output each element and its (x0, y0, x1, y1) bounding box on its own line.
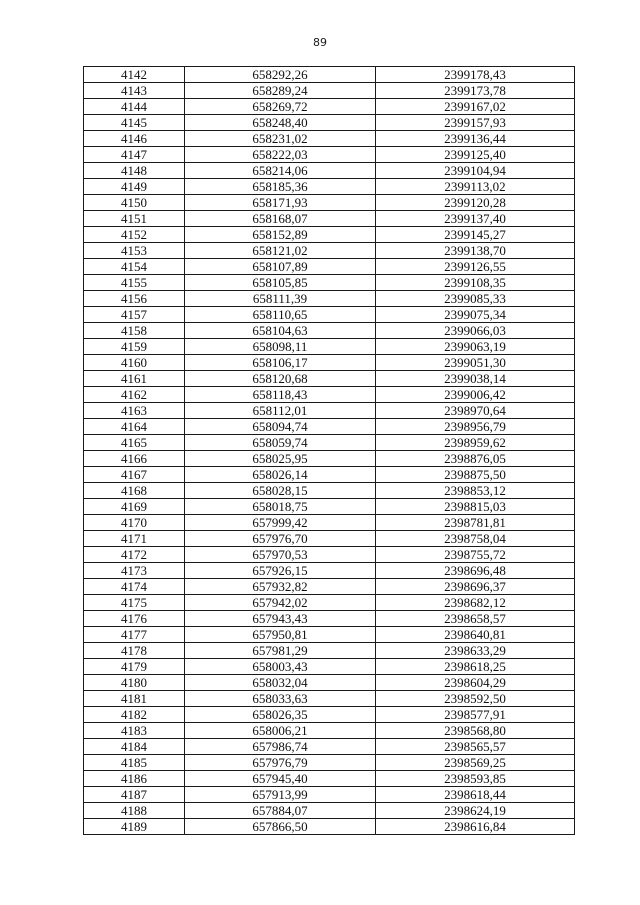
x-coordinate-cell: 657913,99 (185, 787, 376, 803)
table-row (84, 563, 575, 579)
x-coordinate-cell: 658248,40 (185, 115, 376, 131)
point-number-cell: 4173 (84, 563, 185, 579)
table-row (84, 387, 575, 403)
point-number-cell: 4160 (84, 355, 185, 371)
y-coordinate-cell: 2398624,19 (376, 803, 575, 819)
coordinates-table (83, 66, 575, 835)
x-coordinate-cell: 658003,43 (185, 659, 376, 675)
table-row (84, 643, 575, 659)
y-coordinate-cell: 2398853,12 (376, 483, 575, 499)
y-coordinate-cell: 2399167,02 (376, 99, 575, 115)
y-coordinate-cell: 2399137,40 (376, 211, 575, 227)
x-coordinate-cell: 658171,93 (185, 195, 376, 211)
y-coordinate-cell: 2398565,57 (376, 739, 575, 755)
table-row (84, 195, 575, 211)
x-coordinate-cell: 658222,03 (185, 147, 376, 163)
table-row (84, 691, 575, 707)
table-row (84, 707, 575, 723)
point-number-cell: 4187 (84, 787, 185, 803)
point-number-cell: 4174 (84, 579, 185, 595)
table-row (84, 99, 575, 115)
x-coordinate-cell: 658112,01 (185, 403, 376, 419)
table-row (84, 627, 575, 643)
y-coordinate-cell: 2398568,80 (376, 723, 575, 739)
x-coordinate-cell: 658289,24 (185, 83, 376, 99)
table-row (84, 451, 575, 467)
x-coordinate-cell: 658059,74 (185, 435, 376, 451)
table-row (84, 819, 575, 835)
table-row (84, 611, 575, 627)
y-coordinate-cell: 2398696,48 (376, 563, 575, 579)
point-number-cell: 4181 (84, 691, 185, 707)
table-row (84, 243, 575, 259)
table-row (84, 435, 575, 451)
point-number-cell: 4167 (84, 467, 185, 483)
table-row (84, 675, 575, 691)
table-row (84, 515, 575, 531)
table-row (84, 755, 575, 771)
point-number-cell: 4152 (84, 227, 185, 243)
table-row (84, 371, 575, 387)
table-row (84, 659, 575, 675)
point-number-cell: 4171 (84, 531, 185, 547)
y-coordinate-cell: 2399051,30 (376, 355, 575, 371)
y-coordinate-cell: 2399120,28 (376, 195, 575, 211)
y-coordinate-cell: 2399075,34 (376, 307, 575, 323)
point-number-cell: 4188 (84, 803, 185, 819)
y-coordinate-cell: 2399125,40 (376, 147, 575, 163)
table-row (84, 483, 575, 499)
y-coordinate-cell: 2398577,91 (376, 707, 575, 723)
point-number-cell: 4186 (84, 771, 185, 787)
point-number-cell: 4165 (84, 435, 185, 451)
point-number-cell: 4146 (84, 131, 185, 147)
y-coordinate-cell: 2398604,29 (376, 675, 575, 691)
y-coordinate-cell: 2398633,29 (376, 643, 575, 659)
y-coordinate-cell: 2399138,70 (376, 243, 575, 259)
table-row (84, 131, 575, 147)
y-coordinate-cell: 2398876,05 (376, 451, 575, 467)
table-row (84, 579, 575, 595)
table-row (84, 163, 575, 179)
point-number-cell: 4161 (84, 371, 185, 387)
table-row (84, 67, 575, 83)
x-coordinate-cell: 658026,35 (185, 707, 376, 723)
x-coordinate-cell: 658033,63 (185, 691, 376, 707)
point-number-cell: 4179 (84, 659, 185, 675)
table-row (84, 467, 575, 483)
x-coordinate-cell: 658269,72 (185, 99, 376, 115)
x-coordinate-cell: 657942,02 (185, 595, 376, 611)
table-row (84, 531, 575, 547)
x-coordinate-cell: 658121,02 (185, 243, 376, 259)
table-row (84, 803, 575, 819)
x-coordinate-cell: 657981,29 (185, 643, 376, 659)
x-coordinate-cell: 658032,04 (185, 675, 376, 691)
y-coordinate-cell: 2399173,78 (376, 83, 575, 99)
y-coordinate-cell: 2398758,04 (376, 531, 575, 547)
y-coordinate-cell: 2399085,33 (376, 291, 575, 307)
x-coordinate-cell: 657866,50 (185, 819, 376, 835)
x-coordinate-cell: 658231,02 (185, 131, 376, 147)
x-coordinate-cell: 657976,70 (185, 531, 376, 547)
point-number-cell: 4144 (84, 99, 185, 115)
point-number-cell: 4142 (84, 67, 185, 83)
x-coordinate-cell: 657932,82 (185, 579, 376, 595)
x-coordinate-cell: 658028,15 (185, 483, 376, 499)
point-number-cell: 4189 (84, 819, 185, 835)
x-coordinate-cell: 658292,26 (185, 67, 376, 83)
point-number-cell: 4168 (84, 483, 185, 499)
table-row (84, 291, 575, 307)
y-coordinate-cell: 2398875,50 (376, 467, 575, 483)
table-row (84, 419, 575, 435)
x-coordinate-cell: 658214,06 (185, 163, 376, 179)
x-coordinate-cell: 658098,11 (185, 339, 376, 355)
y-coordinate-cell: 2398658,57 (376, 611, 575, 627)
point-number-cell: 4163 (84, 403, 185, 419)
x-coordinate-cell: 657950,81 (185, 627, 376, 643)
x-coordinate-cell: 657976,79 (185, 755, 376, 771)
point-number-cell: 4176 (84, 611, 185, 627)
table-row (84, 227, 575, 243)
point-number-cell: 4151 (84, 211, 185, 227)
x-coordinate-cell: 657945,40 (185, 771, 376, 787)
y-coordinate-cell: 2398569,25 (376, 755, 575, 771)
y-coordinate-cell: 2399136,44 (376, 131, 575, 147)
y-coordinate-cell: 2398593,85 (376, 771, 575, 787)
table-row (84, 259, 575, 275)
y-coordinate-cell: 2398640,81 (376, 627, 575, 643)
table-row (84, 355, 575, 371)
table-row (84, 739, 575, 755)
x-coordinate-cell: 658152,89 (185, 227, 376, 243)
page-number: 89 (313, 36, 327, 49)
y-coordinate-cell: 2398682,12 (376, 595, 575, 611)
y-coordinate-cell: 2398618,25 (376, 659, 575, 675)
point-number-cell: 4143 (84, 83, 185, 99)
point-number-cell: 4182 (84, 707, 185, 723)
table-row (84, 771, 575, 787)
y-coordinate-cell: 2398696,37 (376, 579, 575, 595)
x-coordinate-cell: 657926,15 (185, 563, 376, 579)
table-row (84, 403, 575, 419)
x-coordinate-cell: 658118,43 (185, 387, 376, 403)
table-row (84, 211, 575, 227)
x-coordinate-cell: 658106,17 (185, 355, 376, 371)
point-number-cell: 4178 (84, 643, 185, 659)
point-number-cell: 4149 (84, 179, 185, 195)
point-number-cell: 4159 (84, 339, 185, 355)
x-coordinate-cell: 658025,95 (185, 451, 376, 467)
x-coordinate-cell: 658168,07 (185, 211, 376, 227)
point-number-cell: 4145 (84, 115, 185, 131)
table-row (84, 307, 575, 323)
point-number-cell: 4184 (84, 739, 185, 755)
y-coordinate-cell: 2398815,03 (376, 499, 575, 515)
point-number-cell: 4153 (84, 243, 185, 259)
point-number-cell: 4155 (84, 275, 185, 291)
y-coordinate-cell: 2398616,84 (376, 819, 575, 835)
table-row (84, 147, 575, 163)
point-number-cell: 4154 (84, 259, 185, 275)
point-number-cell: 4150 (84, 195, 185, 211)
point-number-cell: 4169 (84, 499, 185, 515)
y-coordinate-cell: 2399178,43 (376, 67, 575, 83)
x-coordinate-cell: 658094,74 (185, 419, 376, 435)
y-coordinate-cell: 2399063,19 (376, 339, 575, 355)
y-coordinate-cell: 2398956,79 (376, 419, 575, 435)
x-coordinate-cell: 658006,21 (185, 723, 376, 739)
table-row (84, 275, 575, 291)
y-coordinate-cell: 2399104,94 (376, 163, 575, 179)
y-coordinate-cell: 2399038,14 (376, 371, 575, 387)
point-number-cell: 4158 (84, 323, 185, 339)
coordinates-table-body (84, 67, 575, 835)
y-coordinate-cell: 2398970,64 (376, 403, 575, 419)
x-coordinate-cell: 657999,42 (185, 515, 376, 531)
table-row (84, 323, 575, 339)
y-coordinate-cell: 2399113,02 (376, 179, 575, 195)
y-coordinate-cell: 2398755,72 (376, 547, 575, 563)
x-coordinate-cell: 658110,65 (185, 307, 376, 323)
x-coordinate-cell: 658111,39 (185, 291, 376, 307)
table-row (84, 595, 575, 611)
table-row (84, 115, 575, 131)
x-coordinate-cell: 658120,68 (185, 371, 376, 387)
table-row (84, 339, 575, 355)
x-coordinate-cell: 658107,89 (185, 259, 376, 275)
y-coordinate-cell: 2398592,50 (376, 691, 575, 707)
table-row (84, 83, 575, 99)
point-number-cell: 4185 (84, 755, 185, 771)
x-coordinate-cell: 658018,75 (185, 499, 376, 515)
y-coordinate-cell: 2399145,27 (376, 227, 575, 243)
y-coordinate-cell: 2399126,55 (376, 259, 575, 275)
y-coordinate-cell: 2399108,35 (376, 275, 575, 291)
y-coordinate-cell: 2398618,44 (376, 787, 575, 803)
point-number-cell: 4180 (84, 675, 185, 691)
table-row (84, 787, 575, 803)
table-row (84, 499, 575, 515)
y-coordinate-cell: 2399066,03 (376, 323, 575, 339)
point-number-cell: 4177 (84, 627, 185, 643)
point-number-cell: 4172 (84, 547, 185, 563)
point-number-cell: 4170 (84, 515, 185, 531)
point-number-cell: 4157 (84, 307, 185, 323)
point-number-cell: 4164 (84, 419, 185, 435)
x-coordinate-cell: 658104,63 (185, 323, 376, 339)
point-number-cell: 4175 (84, 595, 185, 611)
x-coordinate-cell: 658105,85 (185, 275, 376, 291)
table-row (84, 723, 575, 739)
table-row (84, 179, 575, 195)
point-number-cell: 4162 (84, 387, 185, 403)
x-coordinate-cell: 657943,43 (185, 611, 376, 627)
point-number-cell: 4166 (84, 451, 185, 467)
point-number-cell: 4147 (84, 147, 185, 163)
point-number-cell: 4156 (84, 291, 185, 307)
y-coordinate-cell: 2398781,81 (376, 515, 575, 531)
x-coordinate-cell: 658185,36 (185, 179, 376, 195)
y-coordinate-cell: 2398959,62 (376, 435, 575, 451)
x-coordinate-cell: 657970,53 (185, 547, 376, 563)
table-row (84, 547, 575, 563)
point-number-cell: 4148 (84, 163, 185, 179)
y-coordinate-cell: 2399006,42 (376, 387, 575, 403)
x-coordinate-cell: 657986,74 (185, 739, 376, 755)
x-coordinate-cell: 658026,14 (185, 467, 376, 483)
x-coordinate-cell: 657884,07 (185, 803, 376, 819)
point-number-cell: 4183 (84, 723, 185, 739)
y-coordinate-cell: 2399157,93 (376, 115, 575, 131)
